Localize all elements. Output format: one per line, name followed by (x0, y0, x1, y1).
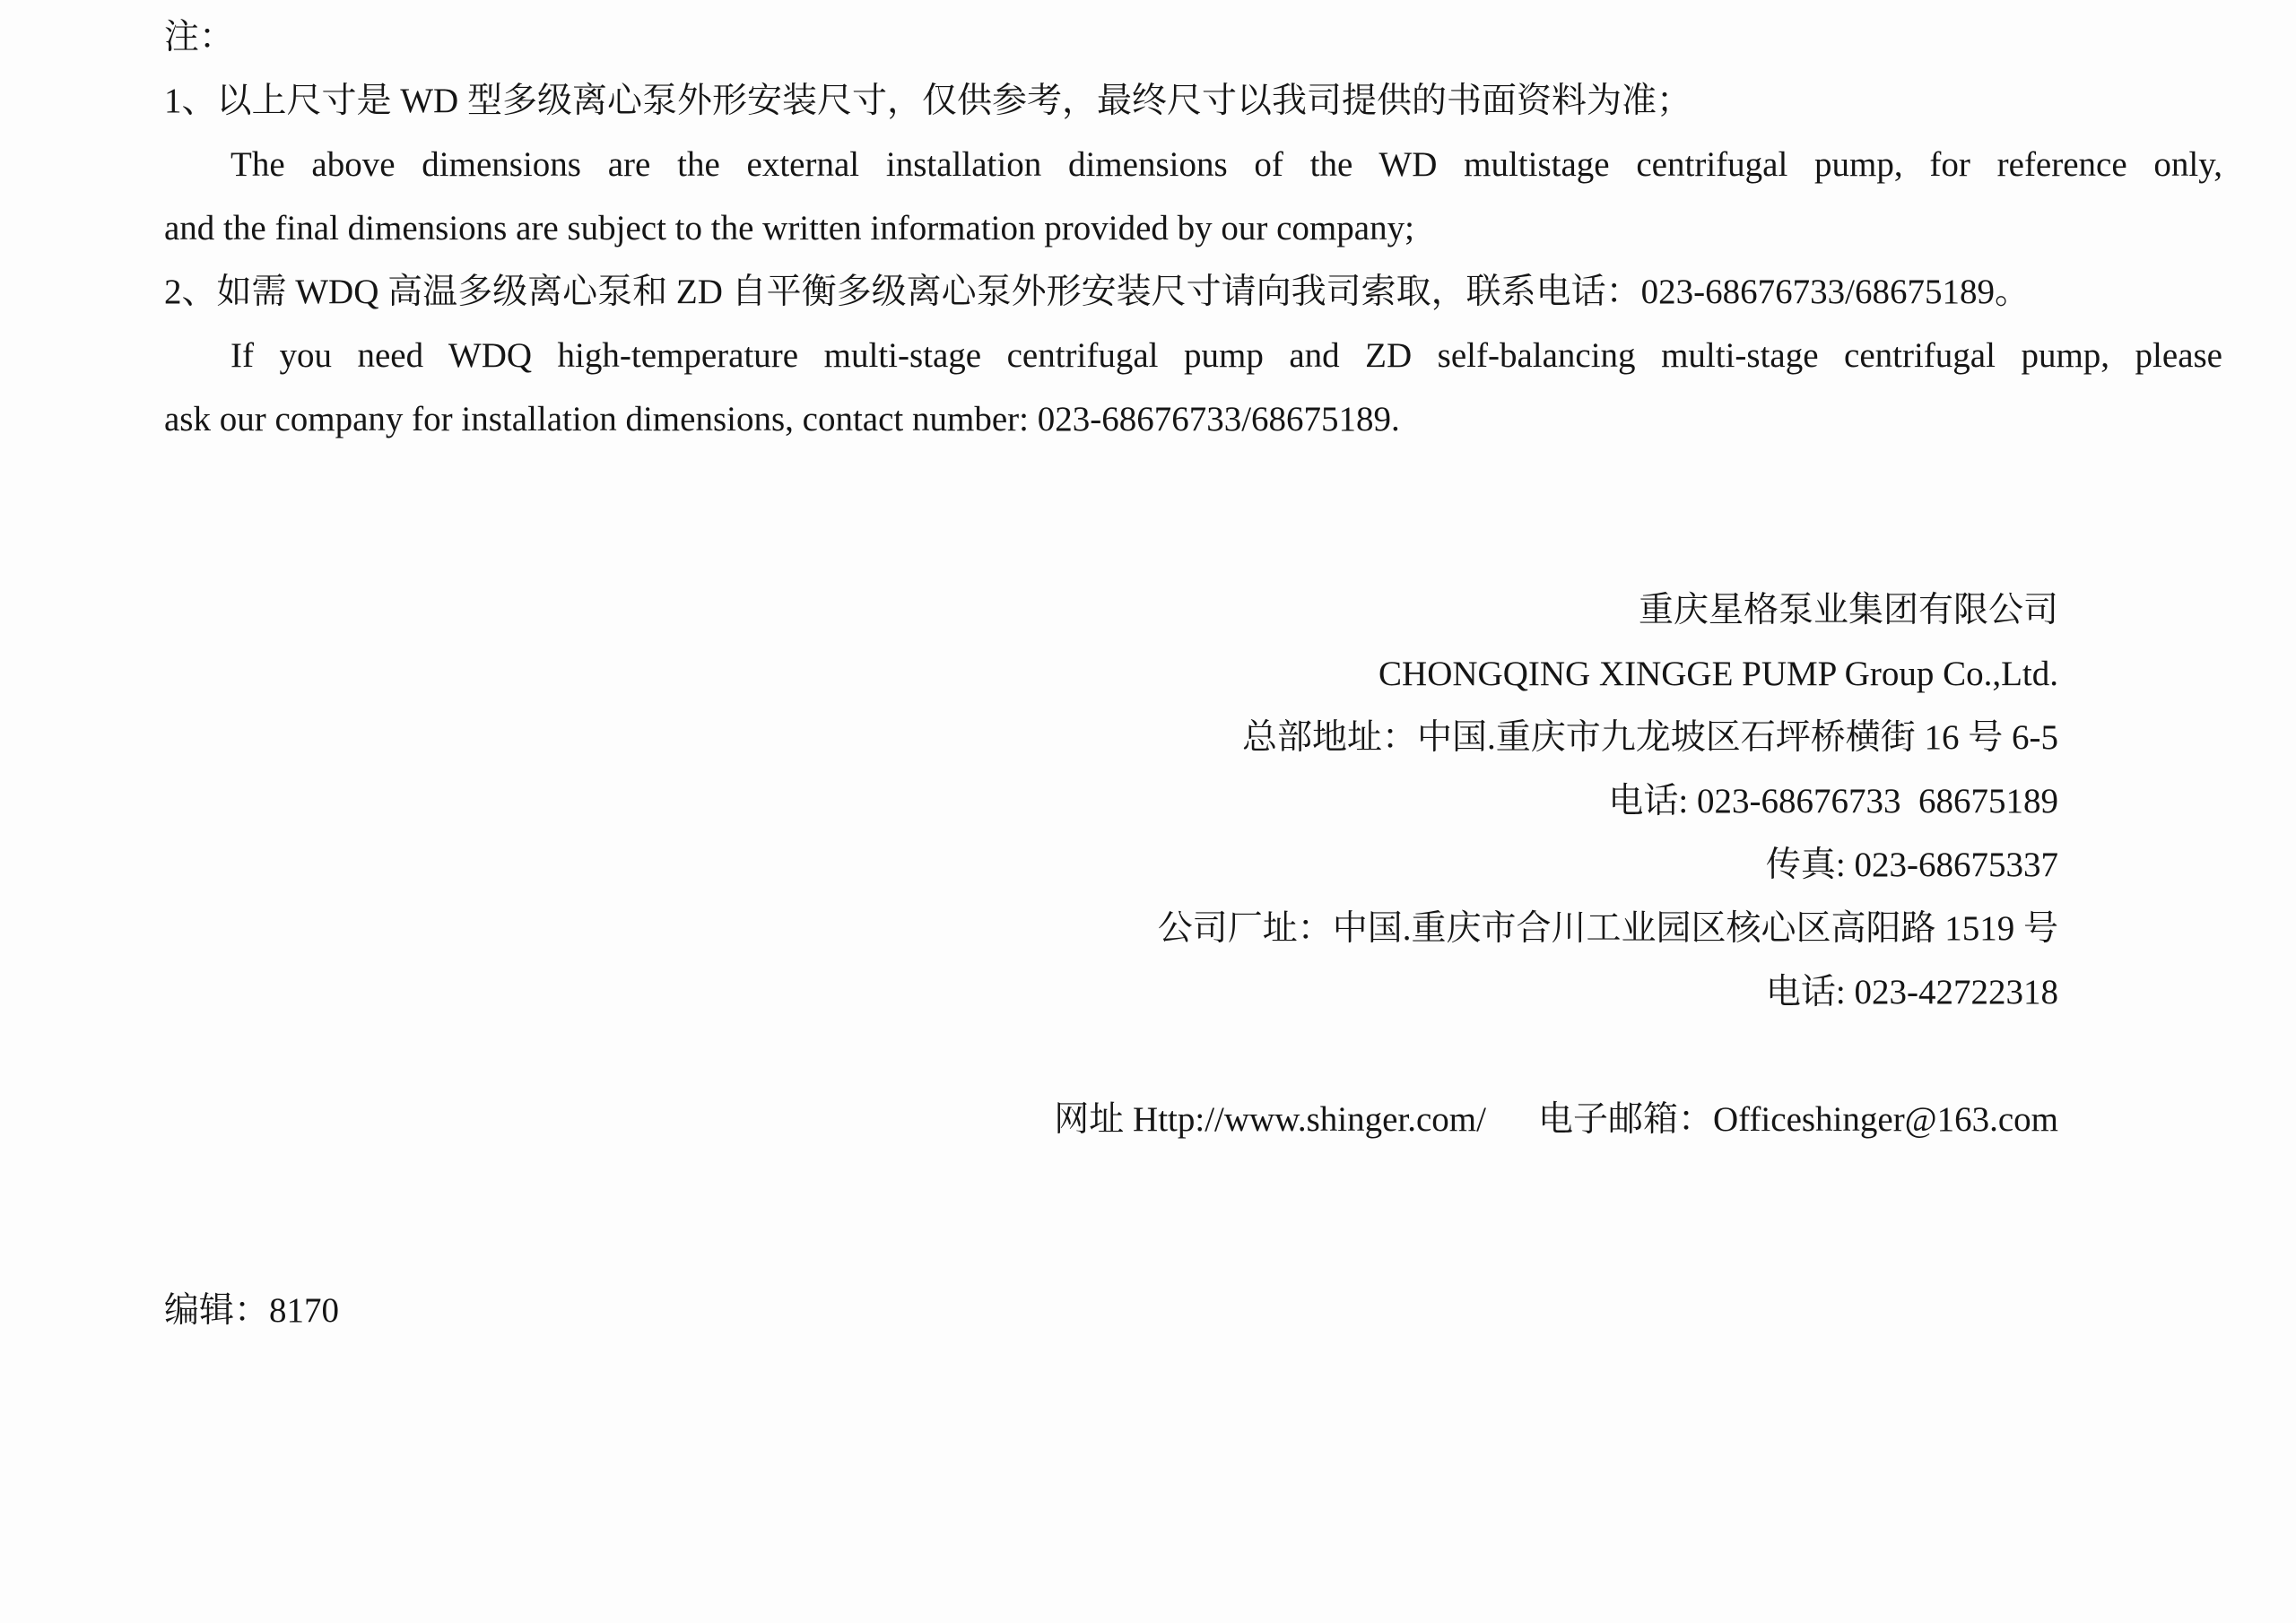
notes-section (164, 5, 2222, 451)
note-1-en-line1: The above dimensions are the external installation dimensions of the WD multistage centrifugal pump, for reference only, (230, 145, 2222, 184)
company-hq-phone: 电话: 023-68676733 68675189 (1608, 782, 2058, 820)
email-link[interactable]: 电子邮箱：Officeshinger@163.com (1537, 1100, 2058, 1139)
company-factory-phone: 电话: 023-42722318 (1765, 973, 2058, 1011)
website-link[interactable]: 网址 Http://www.shinger.com/ (1054, 1100, 1486, 1139)
note-1-zh: 1、以上尺寸是 WD 型多级离心泵外形安装尺寸，仅供参考，最终尺寸以我司提供的书面资料为准； (164, 82, 1692, 120)
editor-note: 编辑：8170 (164, 1291, 340, 1330)
company-factory-address: 公司厂址：中国.重庆市合川工业园区核心区高阳路 1519 号 (1157, 909, 2058, 948)
company-fax: 传真: 023-68675337 (1765, 846, 2058, 884)
note-1-en-line2: and the final dimensions are subject to the written information provided by our company; (164, 209, 1414, 247)
company-hq-address: 总部地址：中国.重庆市九龙坡区石坪桥横街 16 号 6-5 (1242, 718, 2058, 757)
notes-heading: 注： (164, 18, 235, 56)
note-2-zh: 2、如需 WDQ 高温多级离心泵和 ZD 自平衡多级离心泵外形安装尺寸请向我司索取，联系电话：023-68676733/68675189。 (164, 273, 2030, 311)
company-name-en: CHONGQING XINGGE PUMP Group Co.,Ltd. (1378, 655, 2058, 693)
note-2-en-line2: ask our company for installation dimensions, contact number: 023-68676733/68675189. (164, 400, 1400, 438)
website-email-line (164, 1024, 2058, 1215)
note-2-en-line1: If you need WDQ high-temperature multi-stage centrifugal pump and ZD self-balancing multi-stage centrifugal pump, please (230, 336, 2222, 375)
company-info-block (164, 578, 2058, 1215)
company-name-zh: 重庆星格泵业集团有限公司 (1638, 591, 2058, 629)
